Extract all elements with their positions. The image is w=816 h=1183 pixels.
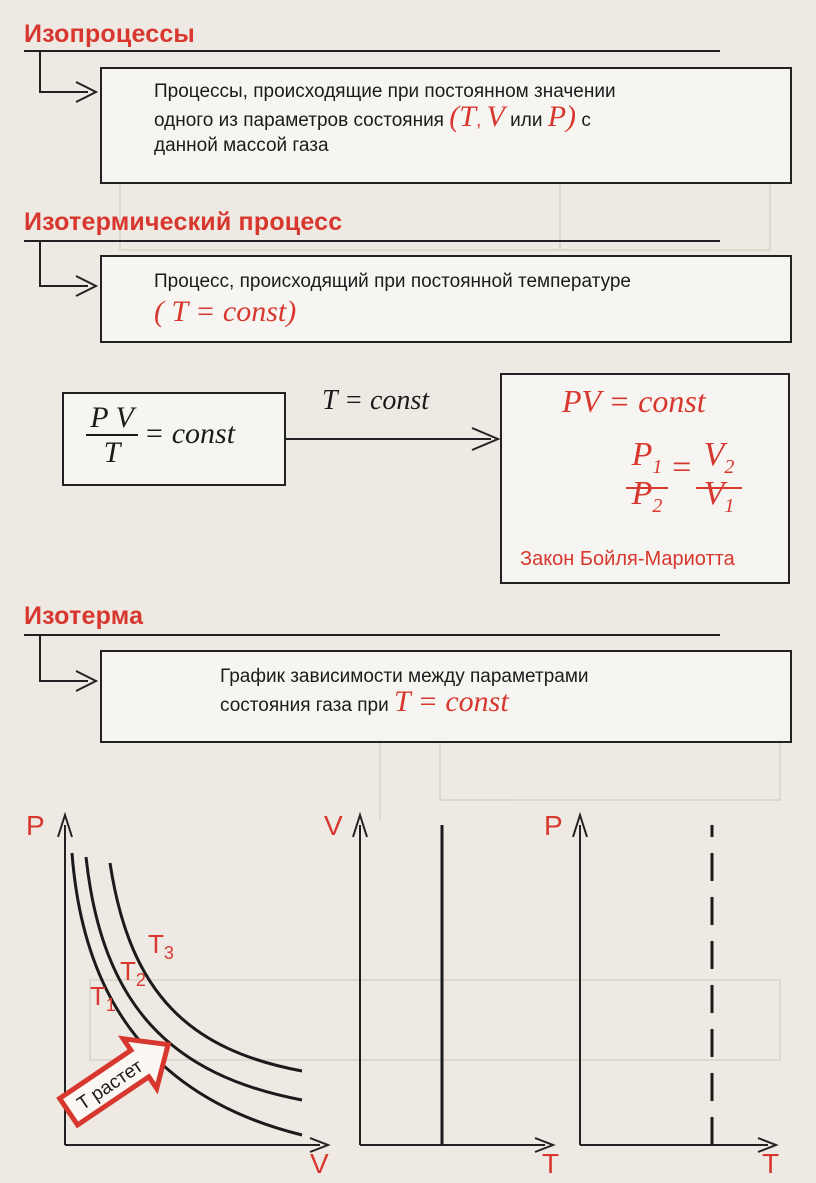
pt-isotherm-graph: [540, 805, 810, 1183]
curve-label-t3: $T_3$: [148, 929, 174, 963]
heading-rule: [24, 50, 720, 52]
fraction-numerator: P V: [86, 402, 138, 436]
definition-line: Процесс, происходящий при постоянной температуре: [154, 271, 631, 292]
isothermal-condition: ( T = const): [154, 295, 297, 328]
fraction-denominator: T: [103, 436, 121, 469]
definition-box-isoprocesses: [100, 67, 792, 184]
x-axis-label: T: [762, 1148, 780, 1179]
transition-arrow: [286, 420, 506, 460]
curve-label-t1: $T_1$: [90, 981, 116, 1015]
heading-isotherm: Изотерма: [24, 602, 144, 630]
heading-isoprocesses: Изопроцессы: [24, 20, 195, 48]
heading-isothermal: Изотермический процесс: [24, 208, 343, 236]
ratio-equals: =: [670, 449, 693, 486]
connector-arrow: [30, 240, 110, 300]
y-axis-label: V: [324, 810, 343, 841]
definition-line: одного из параметров состояния (T, V или P) с: [154, 100, 591, 133]
ratio-right-numerator: $V_2$: [696, 435, 742, 489]
curve-label-t2: $T_2$: [120, 956, 146, 990]
law-name: Закон Бойля-Мариотта: [520, 548, 735, 570]
ratio-left-numerator: $P_1$: [626, 435, 668, 489]
heading-rule: [24, 634, 720, 636]
vt-isotherm-graph: [320, 805, 570, 1183]
fraction-rhs: = const: [144, 417, 236, 450]
y-axis-label: P: [544, 810, 563, 841]
definition-line: данной массой газа: [154, 135, 329, 156]
connector-arrow: [30, 634, 110, 694]
pv-isotherm-graph: [20, 805, 340, 1183]
boyle-mariotte-box: [500, 373, 790, 584]
y-axis-label: P: [26, 810, 45, 841]
ratio-left-denominator: $P_2$: [631, 475, 663, 517]
temperature-rise-label: T растет: [73, 1055, 147, 1115]
x-axis-label: V: [310, 1148, 329, 1179]
definition-box-isotherm: [100, 650, 792, 743]
combined-gas-law-box: [62, 392, 286, 486]
heading-rule: [24, 240, 720, 242]
ratio-right-denominator: $V_1$: [703, 475, 735, 517]
definition-line: График зависимости между параметрами: [220, 666, 589, 687]
definition-line: состояния газа при T = const: [220, 685, 509, 718]
connector-arrow: [30, 50, 110, 110]
definition-box-isothermal: [100, 255, 792, 343]
result-formula: PV = const: [562, 383, 706, 419]
arrow-label-condition: T = const: [322, 385, 430, 416]
definition-line: Процессы, происходящие при постоянном значении: [154, 81, 616, 102]
x-axis-label: T: [542, 1148, 560, 1179]
